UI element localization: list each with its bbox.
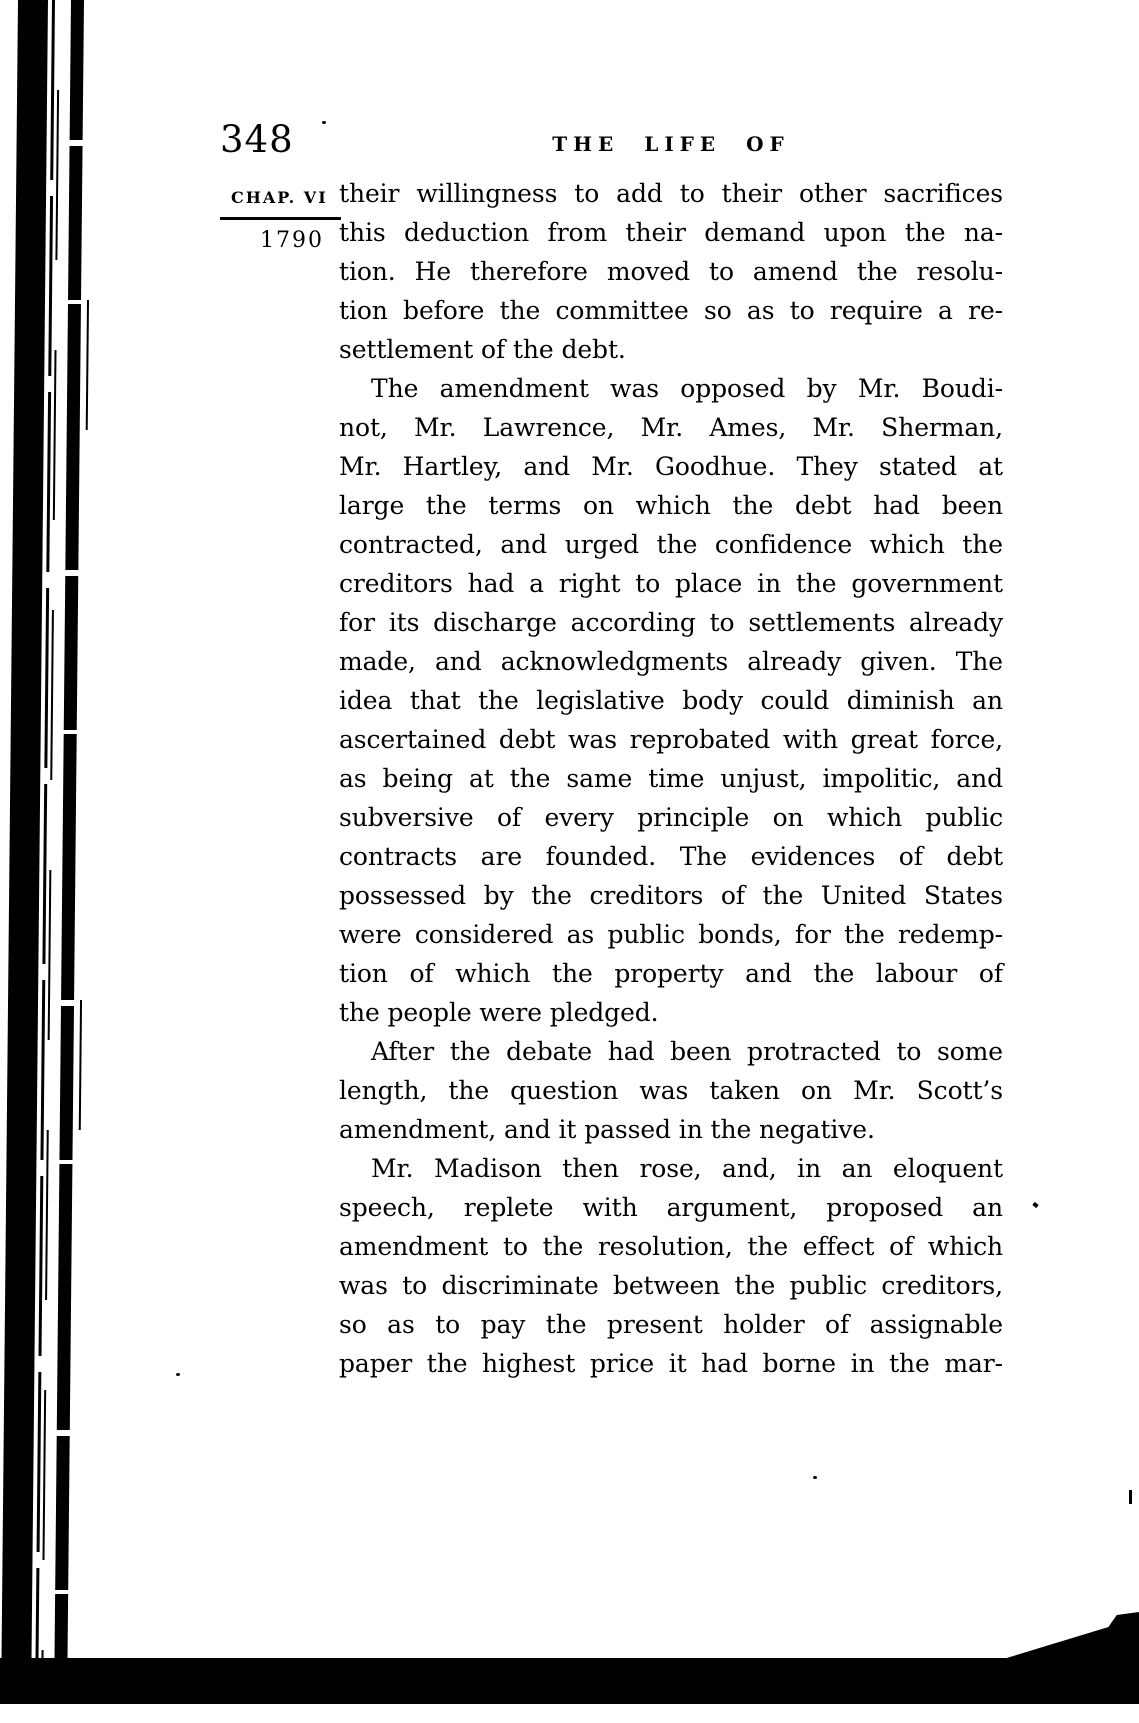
ink-speck <box>1129 1490 1132 1504</box>
ink-speck <box>176 1373 180 1376</box>
text-line: tion before the committee so as to require a re- <box>339 296 1003 325</box>
page-number: 348 <box>220 118 294 161</box>
text-line: the people were pledged. <box>339 998 659 1027</box>
text-line: amendment to the resolution, the effect of which <box>339 1232 1003 1261</box>
text-line: paper the highest price it had borne in the mar- <box>339 1349 1003 1378</box>
paragraph <box>339 369 1003 1032</box>
text-line: were considered as public bonds, for the redemp- <box>339 920 1003 949</box>
text-line: amendment, and it passed in the negative. <box>339 1115 875 1144</box>
text-line: contracted, and urged the confidence which the <box>339 530 1003 559</box>
text-line: settlement of the debt. <box>339 335 626 364</box>
text-line: contracts are founded. The evidences of debt <box>339 842 1003 871</box>
ink-speck <box>1032 1202 1038 1208</box>
text-line: made, and acknowledgments already given. The <box>339 647 1003 676</box>
text-line: subversive of every principle on which public <box>339 803 1003 832</box>
text-line: not, Mr. Lawrence, Mr. Ames, Mr. Sherman, <box>339 413 1003 442</box>
ink-speck <box>813 1476 817 1479</box>
running-header: THE LIFE OF <box>552 132 790 156</box>
text-line: After the debate had been protracted to some <box>371 1037 1003 1066</box>
text-line: creditors had a right to place in the government <box>339 569 1003 598</box>
text-line: for its discharge according to settlements already <box>339 608 1003 637</box>
scan-bottom-bar-rise <box>1000 1612 1139 1662</box>
text-line: speech, replete with argument, proposed an <box>339 1193 1003 1222</box>
paragraph <box>339 174 1003 369</box>
text-line: as being at the same time unjust, impolitic, and <box>339 764 1003 793</box>
text-line: idea that the legislative body could diminish an <box>339 686 1003 715</box>
text-line: so as to pay the present holder of assignable <box>339 1310 1003 1339</box>
text-line: length, the question was taken on Mr. Scott’s <box>339 1076 1003 1105</box>
body-text-column <box>339 174 1003 1383</box>
text-line: this deduction from their demand upon the na- <box>339 218 1003 247</box>
text-line: possessed by the creditors of the United States <box>339 881 1003 910</box>
year-margin-label: 1790 <box>260 228 324 253</box>
chapter-margin-label: CHAP. VI <box>231 188 328 207</box>
paragraph <box>339 1032 1003 1149</box>
gutter-bar-band <box>54 0 84 1662</box>
text-line: ascertained debt was reprobated with great force, <box>339 725 1003 754</box>
text-line: The amendment was opposed by Mr. Boudi- <box>371 374 1003 403</box>
scan-gutter-artifact <box>0 0 120 1662</box>
text-line: large the terms on which the debt had been <box>339 491 1003 520</box>
text-line: their willingness to add to their other sacrifices <box>339 179 1003 208</box>
scan-bottom-bar <box>0 1658 1139 1704</box>
text-line: tion. He therefore moved to amend the resolu- <box>339 257 1003 286</box>
ink-speck <box>322 121 326 124</box>
paragraph <box>339 1149 1003 1383</box>
text-line: Mr. Hartley, and Mr. Goodhue. They stated at <box>339 452 1003 481</box>
text-line: tion of which the property and the labour of <box>339 959 1003 988</box>
text-line: Mr. Madison then rose, and, in an eloquent <box>371 1154 1003 1183</box>
text-line: was to discriminate between the public creditors, <box>339 1271 1003 1300</box>
chapter-rule <box>220 217 341 220</box>
gutter-bar-thick <box>1 0 48 1662</box>
